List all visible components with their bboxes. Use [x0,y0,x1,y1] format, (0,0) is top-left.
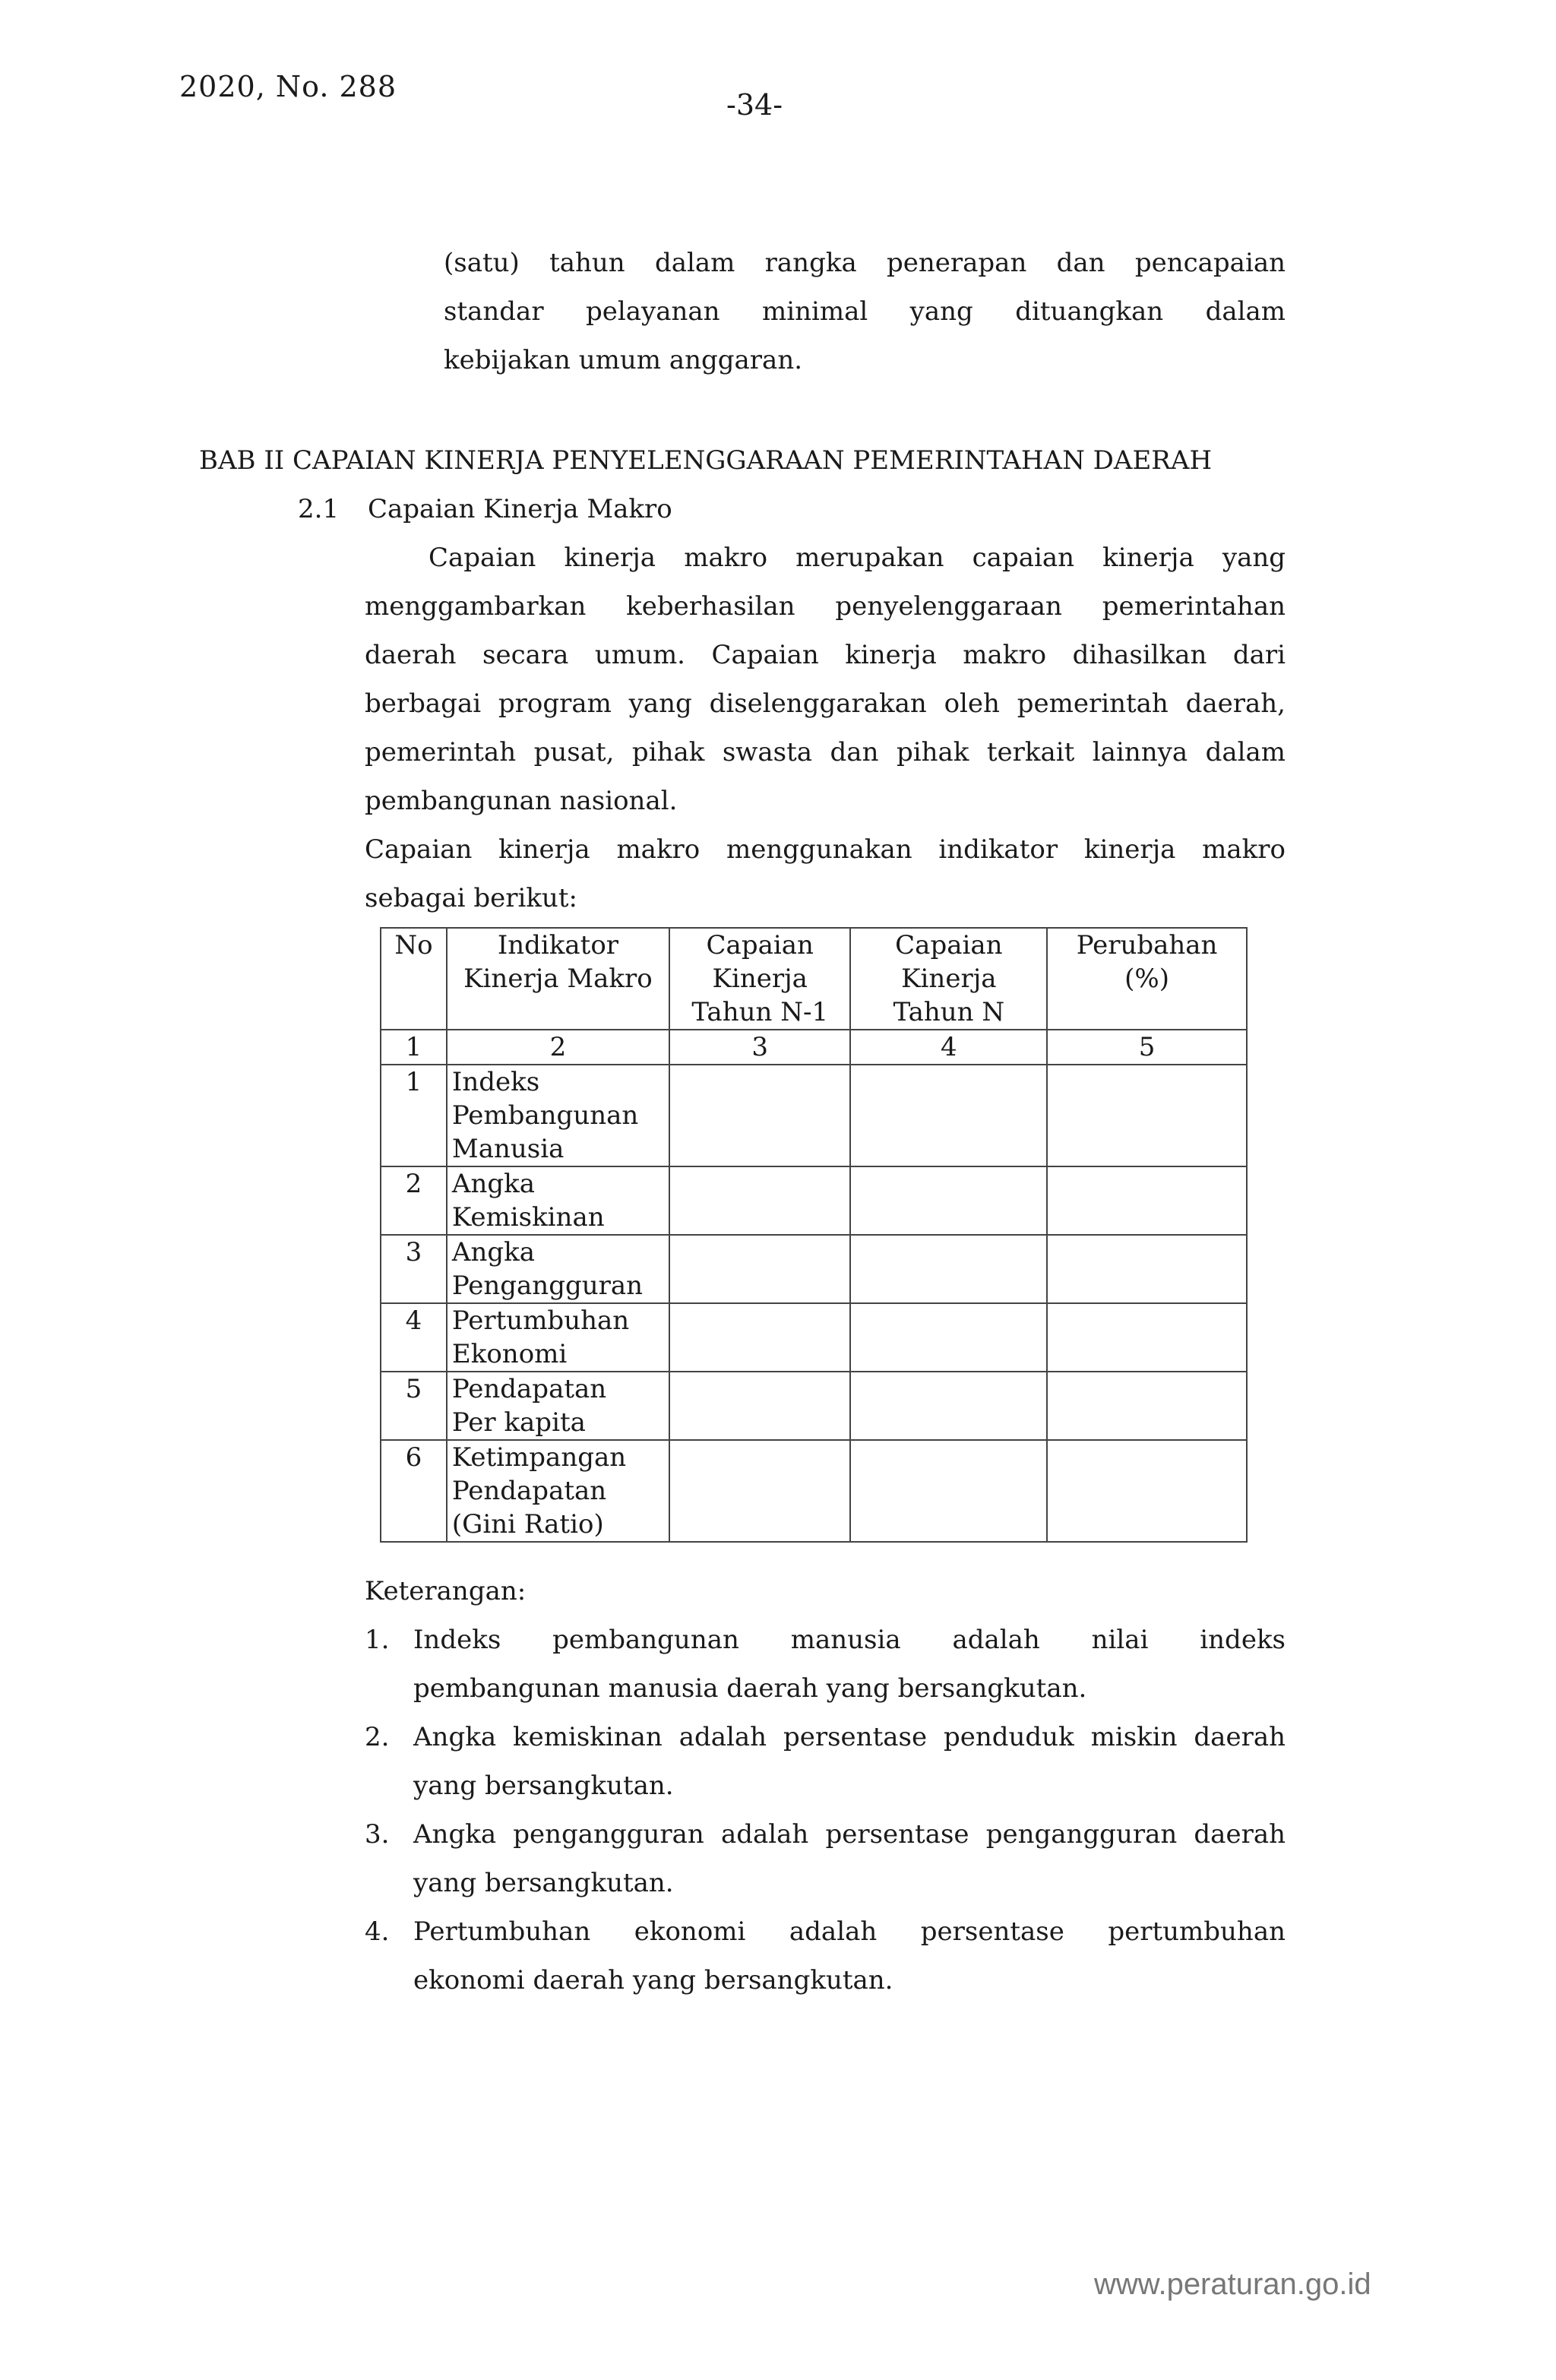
note-line: yang bersangkutan. [413,1868,674,1898]
header-line: No [394,930,433,961]
text-line: berbagai program yang diselenggarakan oleh pemerintah daerah, [365,688,1286,719]
text-line: pemerintah pusat, pihak swasta dan pihak terkait lainnya dalam [365,737,1286,767]
note-line: yang bersangkutan. [413,1771,674,1801]
text-line: pembangunan nasional. [365,786,678,816]
section-title: Capaian Kinerja Makro [368,494,672,524]
indicator-cell [447,1303,669,1372]
header-line: (%) [1124,964,1170,994]
empty-cell [850,1235,1047,1303]
header-line: Tahun N [893,997,1005,1027]
chapter-heading: BAB II CAPAIAN KINERJA PENYELENGGARAAN PEMERINTAHAN DAERAH [199,445,1213,476]
column-number: 2 [447,1030,669,1065]
row-number: 4 [381,1303,447,1372]
table-row [381,1166,1247,1235]
header-line: Kinerja [712,964,808,994]
note-number: 2. [365,1722,390,1752]
table-row [381,1235,1247,1303]
header-indicator [447,928,669,1030]
indicator-line: Pendapatan [451,1374,607,1404]
note-item [365,1616,1286,1713]
indicator-line: Pengangguran [451,1271,644,1301]
indicator-line: Pembangunan [451,1100,639,1131]
indicator-line: Per kapita [451,1407,586,1438]
text-line: sebagai berikut: [365,883,577,913]
header-achievement-n-1 [669,928,851,1030]
header-change-percent [1047,928,1247,1030]
section-number: 2.1 [298,494,340,524]
empty-cell [850,1166,1047,1235]
table-row [381,1372,1247,1440]
row-number: 5 [381,1372,447,1440]
note-item [365,1810,1286,1907]
column-number: 5 [1047,1030,1247,1065]
indicator-line: Angka [451,1169,535,1199]
section-heading [298,485,672,533]
empty-cell [1047,1372,1247,1440]
empty-cell [669,1303,851,1372]
note-line: Angka pengangguran adalah persentase pengangguran daerah [413,1819,1286,1850]
row-number: 1 [381,1065,447,1166]
empty-cell [1047,1065,1247,1166]
empty-cell [669,1235,851,1303]
note-item [365,1907,1286,2005]
column-number: 1 [381,1030,447,1065]
header-line: Indikator [497,930,619,961]
indicator-cell [447,1166,669,1235]
text-line: (satu) tahun dalam rangka penerapan dan pencapaian [444,248,1286,278]
header-line: Kinerja Makro [463,964,653,994]
row-number: 2 [381,1166,447,1235]
note-line: pembangunan manusia daerah yang bersangkutan. [413,1673,1087,1704]
empty-cell [1047,1166,1247,1235]
paragraph-indicators-intro [365,825,1286,923]
indicator-line: (Gini Ratio) [451,1509,604,1540]
header-no [381,928,447,1030]
indicator-line: Indeks [451,1067,540,1097]
table-row [381,1440,1247,1542]
empty-cell [1047,1303,1247,1372]
page-number: -34- [726,88,783,122]
empty-cell [669,1440,851,1542]
text-line: Capaian kinerja makro merupakan capaian kinerja yang [429,543,1286,573]
note-line: Pertumbuhan ekonomi adalah persentase pertumbuhan [413,1916,1286,1947]
row-number: 6 [381,1440,447,1542]
empty-cell [850,1303,1047,1372]
header-line: Capaian [895,930,1003,961]
footer-website: www.peraturan.go.id [1094,2268,1371,2301]
header-line: Tahun N-1 [691,997,829,1027]
header-achievement-n [850,928,1047,1030]
header-line: Perubahan [1076,930,1218,961]
note-number: 3. [365,1819,390,1850]
row-number: 3 [381,1235,447,1303]
empty-cell [850,1440,1047,1542]
header-line: Kinerja [901,964,997,994]
empty-cell [669,1372,851,1440]
indicator-cell [447,1235,669,1303]
text-line: kebijakan umum anggaran. [444,345,803,375]
note-line: Angka kemiskinan adalah persentase penduduk miskin daerah [413,1722,1286,1752]
empty-cell [850,1065,1047,1166]
text-line: standar pelayanan minimal yang dituangkan dalam [444,296,1286,327]
indicator-cell [447,1065,669,1166]
empty-cell [1047,1440,1247,1542]
indicator-line: Kemiskinan [451,1202,605,1233]
indicator-line: Manusia [451,1134,565,1164]
note-number: 1. [365,1625,390,1655]
indicator-line: Pertumbuhan [451,1306,630,1336]
empty-cell [669,1166,851,1235]
note-line: ekonomi daerah yang bersangkutan. [413,1965,893,1995]
note-item [365,1713,1286,1810]
note-number: 4. [365,1916,390,1947]
intro-paragraph [444,239,1286,385]
table-row [381,1065,1247,1166]
macro-indicator-table [380,927,1248,1543]
empty-cell [669,1065,851,1166]
empty-cell [850,1372,1047,1440]
column-number: 4 [850,1030,1047,1065]
indicator-line: Angka [451,1237,535,1268]
indicator-line: Pendapatan [451,1476,607,1506]
column-number: 3 [669,1030,851,1065]
indicator-line: Ekonomi [451,1339,568,1369]
empty-cell [1047,1235,1247,1303]
indicator-cell [447,1372,669,1440]
column-number-row [381,1030,1247,1065]
text-line: menggambarkan keberhasilan penyelenggaraan pemerintahan [365,591,1286,622]
indicator-cell [447,1440,669,1542]
text-line: Capaian kinerja makro menggunakan indikator kinerja makro [365,834,1286,865]
note-line: Indeks pembangunan manusia adalah nilai indeks [413,1625,1286,1655]
document-reference: 2020, No. 288 [179,70,397,103]
table-header-row [381,928,1247,1030]
paragraph-macro-performance [365,533,1286,825]
header-line: Capaian [706,930,814,961]
text-line: daerah secara umum. Capaian kinerja makro dihasilkan dari [365,640,1286,670]
notes-title: Keterangan: [365,1576,527,1606]
table-row [381,1303,1247,1372]
indicator-line: Ketimpangan [451,1442,627,1473]
